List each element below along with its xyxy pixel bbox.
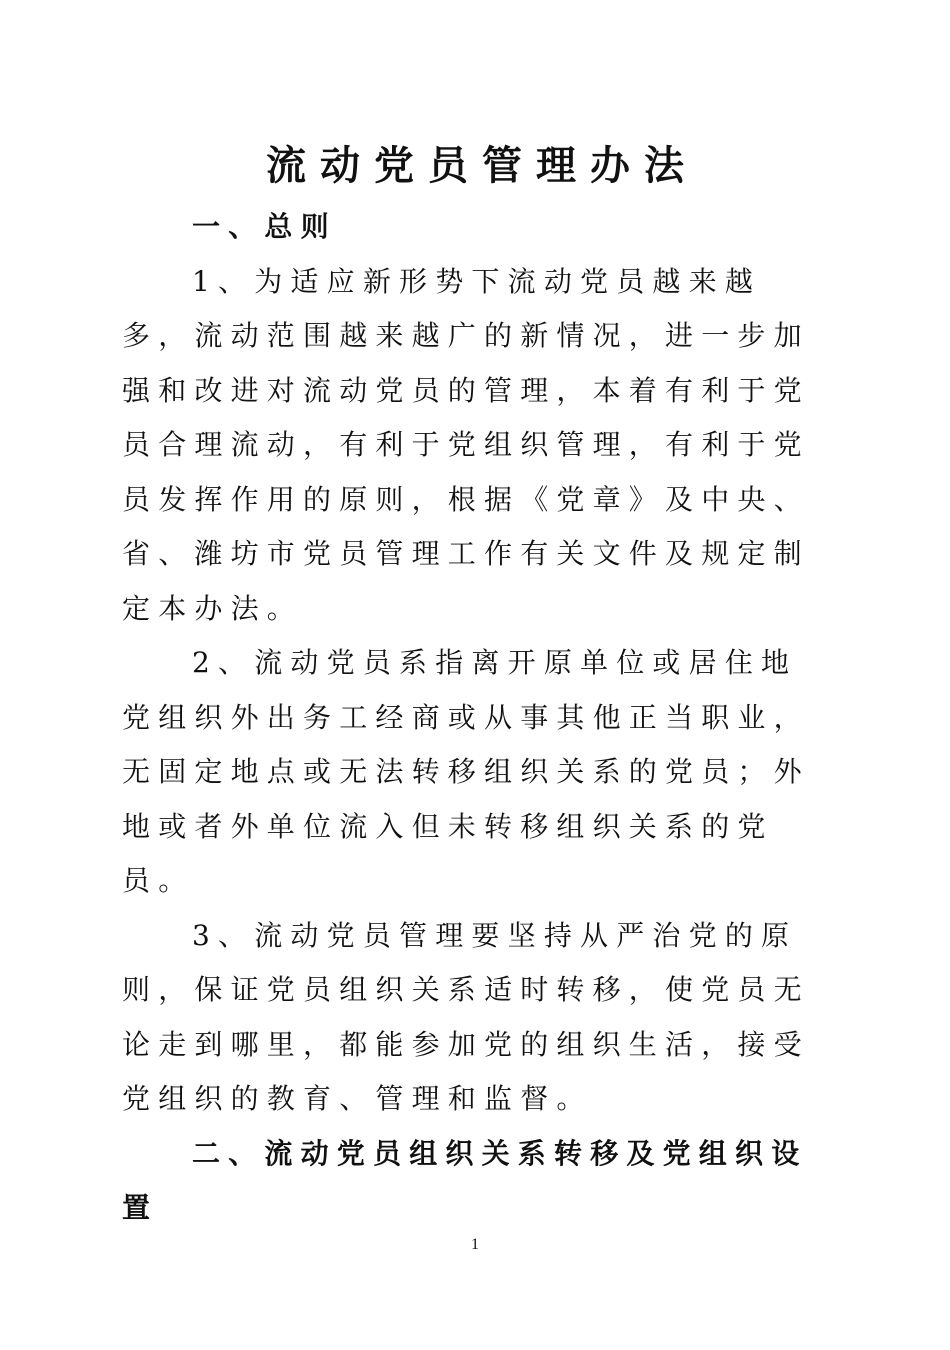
document-body	[122, 200, 832, 1236]
section-heading-transfer: 二、流动党员组织关系转移及党组织设置	[122, 1136, 808, 1224]
section-heading-general: 一、总则	[192, 210, 337, 243]
document-title: 流动党员管理办法	[266, 143, 698, 189]
paragraph-1: 1、为适应新形势下流动党员越来越多，流动范围越来越广的新情况，进一步加强和改进对流动党员的管理，本着有利于党员合理流动，有利于党组织管理，有利于党员发挥作用的原则，根据《党章》及中央、省、潍坊市党员管理工作有关文件及规定制定本办法。	[122, 264, 810, 625]
paragraph-2: 2、流动党员系指离开原单位或居住地党组织外出务工经商或从事其他正当职业，无固定地点或无法转移组织关系的党员；外地或者外单位流入但未转移组织关系的党员。	[122, 646, 810, 897]
page-number: 1	[471, 1236, 479, 1253]
paragraph-3: 3、流动党员管理要坚持从严治党的原则，保证党员组织关系适时转移，使党员无论走到哪里，都能参加党的组织生活，接受党组织的教育、管理和监督。	[122, 918, 810, 1115]
